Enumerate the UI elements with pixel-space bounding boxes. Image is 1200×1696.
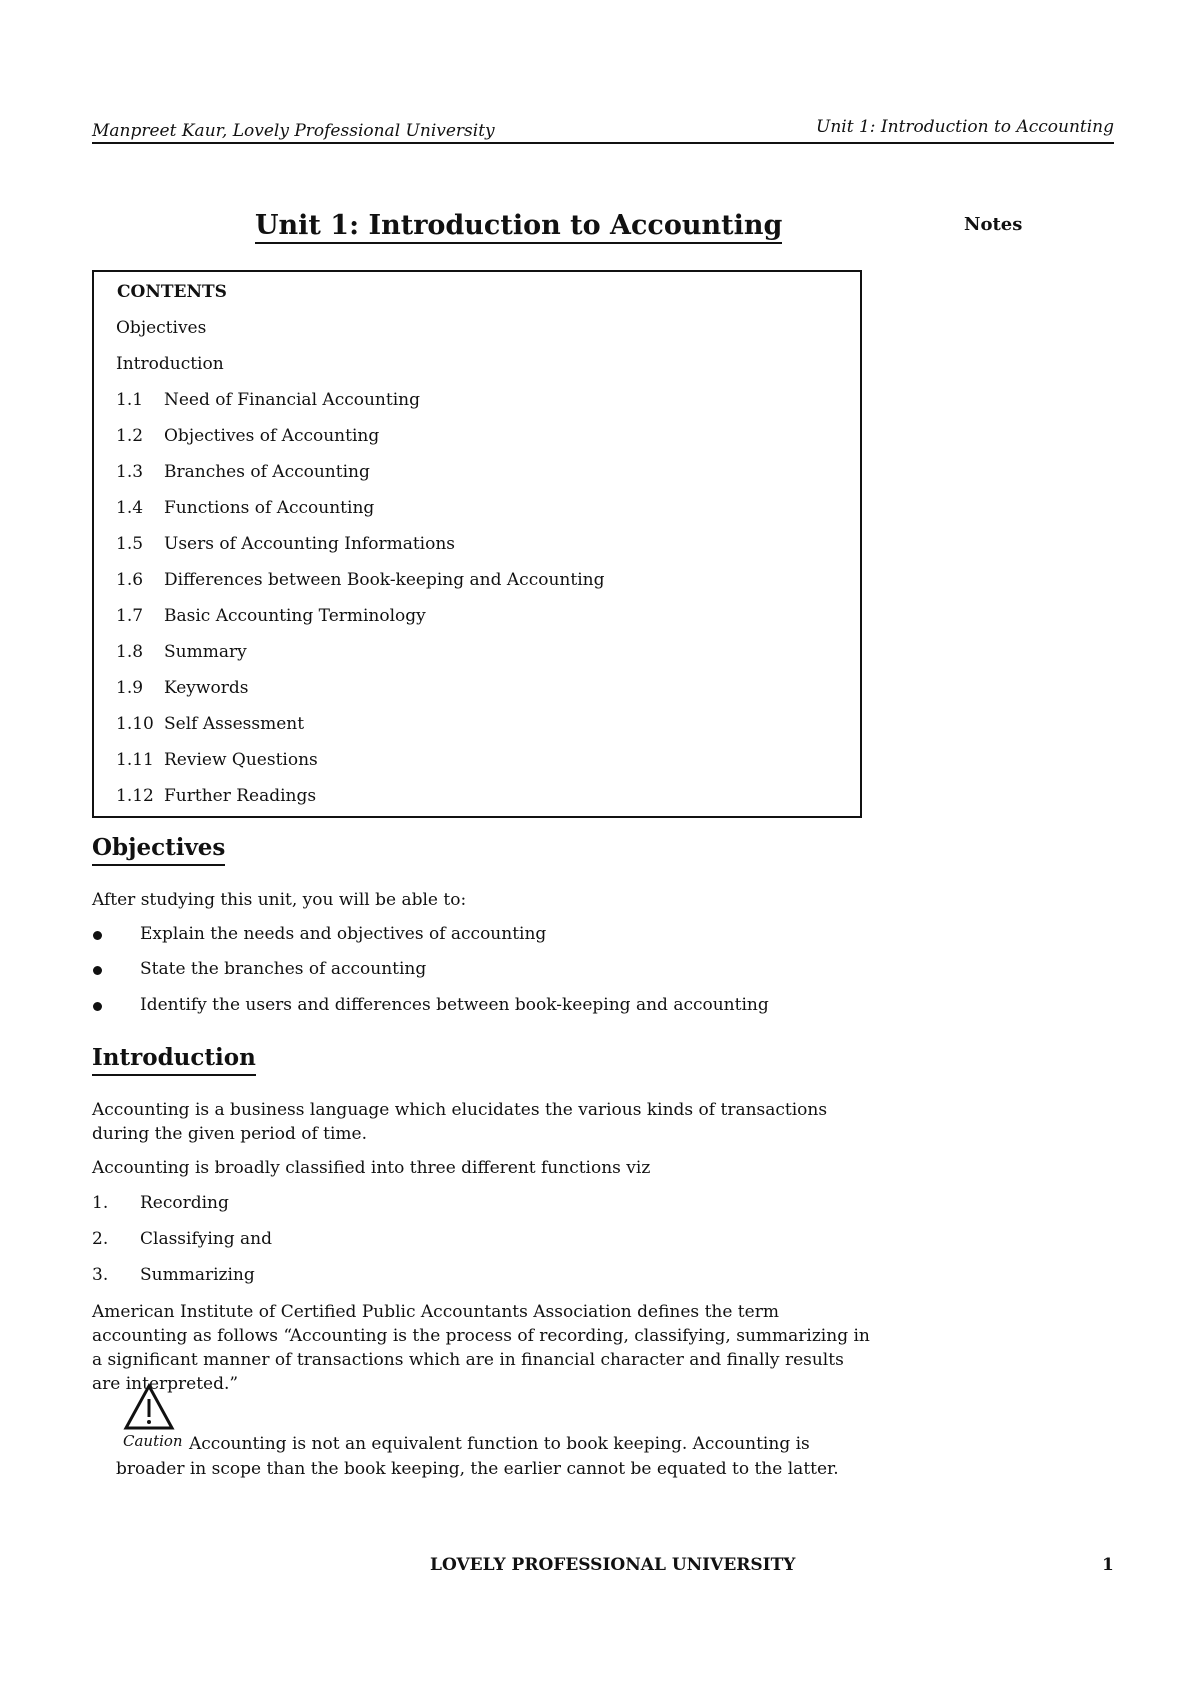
list-item-text: Classifying and xyxy=(140,1229,272,1249)
page-title: Unit 1: Introduction to Accounting xyxy=(255,210,782,244)
contents-item-text: Objectives of Accounting xyxy=(164,426,380,446)
header-rule xyxy=(92,142,1114,144)
contents-item-text: Functions of Accounting xyxy=(164,498,375,518)
contents-item-text: Branches of Accounting xyxy=(164,462,370,482)
bullet-icon xyxy=(93,931,102,940)
objective-item: Explain the needs and objectives of accounting xyxy=(140,924,547,944)
bullet-icon xyxy=(93,1002,102,1011)
list-item-number: 2. xyxy=(92,1229,109,1249)
contents-item-introduction: Introduction xyxy=(116,354,224,374)
bullet-icon xyxy=(93,966,102,975)
objectives-heading: Objectives xyxy=(92,834,225,866)
list-item-number: 1. xyxy=(92,1193,109,1213)
contents-item-text: Users of Accounting Informations xyxy=(164,534,456,554)
contents-heading: CONTENTS xyxy=(117,282,227,302)
contents-item-text: Review Questions xyxy=(164,750,318,770)
objectives-intro: After studying this unit, you will be able to: xyxy=(92,890,467,910)
contents-item-number: 1.12 xyxy=(116,786,154,806)
list-item-text: Summarizing xyxy=(140,1265,255,1285)
introduction-paragraph-3: American Institute of Certified Public Accountants Association defines the term accounting as follows “Accounting is the process of recording, classifying, summarizing in a significant manner of transactions which are in financial character and finally results are interpreted.” xyxy=(92,1302,870,1394)
contents-item-number: 1.5 xyxy=(116,534,144,554)
contents-item-number: 1.2 xyxy=(116,426,144,446)
objective-item: Identify the users and differences between book-keeping and accounting xyxy=(140,995,769,1015)
contents-item-text: Summary xyxy=(164,642,247,662)
contents-item-number: 1.1 xyxy=(116,390,144,410)
caution-text: Accounting is not an equivalent function to book keeping. Accounting is broader in scope than the book keeping, the earlier cannot be equated to the latter. xyxy=(116,1434,839,1479)
contents-item-number: 1.3 xyxy=(116,462,144,482)
contents-item-number: 1.8 xyxy=(116,642,144,662)
footer-university: LOVELY PROFESSIONAL UNIVERSITY xyxy=(430,1555,796,1575)
caution-label: Caution xyxy=(123,1432,183,1450)
contents-item-text: Keywords xyxy=(164,678,249,698)
contents-item-number: 1.9 xyxy=(116,678,144,698)
objective-item: State the branches of accounting xyxy=(140,959,427,979)
contents-item-text: Differences between Book-keeping and Accounting xyxy=(164,570,605,590)
contents-item-number: 1.11 xyxy=(116,750,154,770)
page-number: 1 xyxy=(1102,1555,1114,1575)
introduction-paragraph-2: Accounting is broadly classified into three different functions viz xyxy=(92,1158,651,1178)
introduction-heading: Introduction xyxy=(92,1044,256,1076)
contents-item-objectives: Objectives xyxy=(116,318,207,338)
list-item-text: Recording xyxy=(140,1193,229,1213)
contents-item-number: 1.4 xyxy=(116,498,144,518)
contents-item-text: Self Assessment xyxy=(164,714,305,734)
running-header-unit: Unit 1: Introduction to Accounting xyxy=(816,117,1114,137)
contents-item-text: Basic Accounting Terminology xyxy=(164,606,426,626)
warning-triangle-icon xyxy=(123,1383,175,1431)
introduction-paragraph-1: Accounting is a business language which elucidates the various kinds of transactions during the given period of time. xyxy=(92,1100,828,1144)
contents-item-text: Need of Financial Accounting xyxy=(164,390,420,410)
contents-item-number: 1.6 xyxy=(116,570,144,590)
contents-item-text: Further Readings xyxy=(164,786,317,806)
running-header-author: Manpreet Kaur, Lovely Professional University xyxy=(92,121,495,141)
notes-margin-label: Notes xyxy=(964,214,1023,235)
list-item-number: 3. xyxy=(92,1265,109,1285)
contents-item-number: 1.10 xyxy=(116,714,154,734)
contents-item-number: 1.7 xyxy=(116,606,144,626)
